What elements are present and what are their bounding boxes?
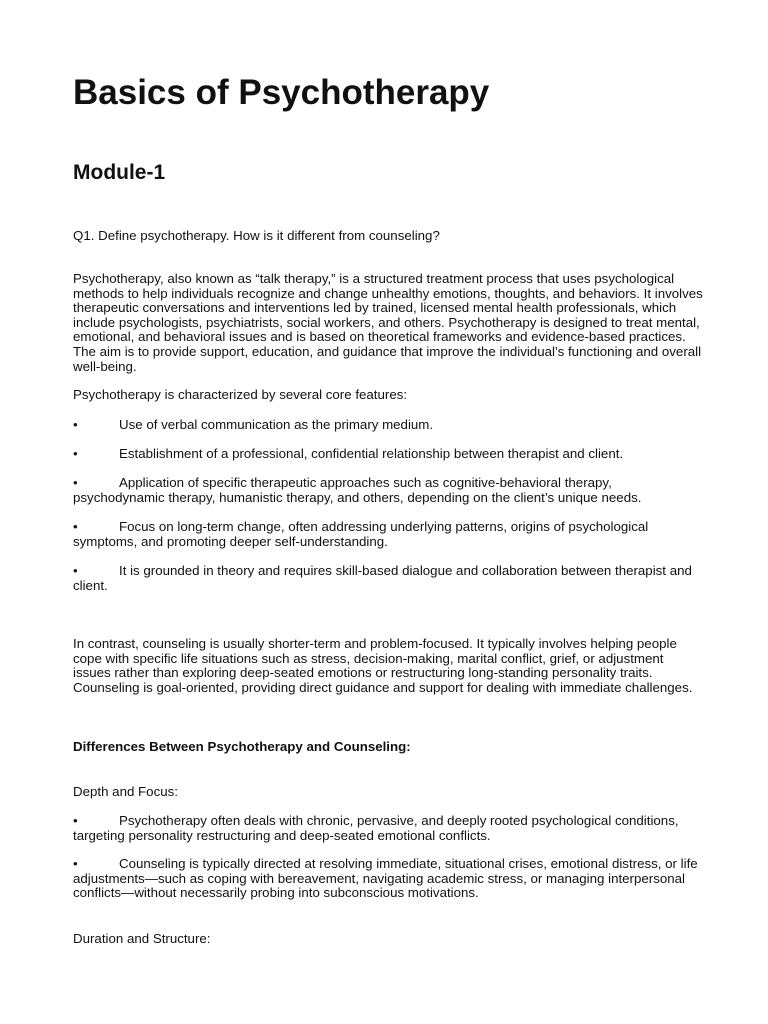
features-intro: Psychotherapy is characterized by several core features: (73, 387, 408, 402)
bullet-icon: • (73, 446, 78, 461)
feature-text: Establishment of a professional, confidential relationship between therapist and client. (119, 446, 624, 461)
bullet-icon: • (73, 856, 78, 871)
contrast-paragraph: In contrast, counseling is usually shorter-term and problem-focused. It typically involves helping people cope with specific life situations such as stress, decision-making, marital conflict, grief, or adjustment issues rather than exploring deep-seated emotions or restructuring long-standing personality traits. Counseling is goal-oriented, providing direct guidance and support for dealing with immediate challenges. (73, 636, 693, 695)
depth-point-text: Psychotherapy often deals with chronic, pervasive, and deeply rooted psychological conditions, targeting personality restructuring and deep-seated emotional conflicts. (73, 813, 679, 843)
bullet-icon: • (73, 813, 78, 828)
feature-text: Use of verbal communication as the primary medium. (119, 417, 434, 432)
duration-heading: Duration and Structure: (73, 931, 211, 946)
feature-text: It is grounded in theory and requires skill-based dialogue and collaboration between therapist and client. (73, 563, 692, 593)
bullet-icon: • (73, 519, 78, 534)
differences-heading: Differences Between Psychotherapy and Counseling: (73, 739, 411, 754)
depth-point-text: Counseling is typically directed at resolving immediate, situational crises, emotional distress, or life adjustments—such as coping with bereavement, navigating academic stress, or managing interpersonal conflicts—without necessarily probing into subconscious motivations. (73, 856, 698, 901)
question-text: Q1. Define psychotherapy. How is it different from counseling? (73, 228, 440, 243)
bullet-icon: • (73, 417, 78, 432)
depth-heading: Depth and Focus: (73, 784, 178, 799)
intro-paragraph: Psychotherapy, also known as “talk therapy,” is a structured treatment process that uses psychological methods to help individuals recognize and change unhealthy emotions, thoughts, and behaviors. It involves therapeutic conversations and interventions led by trained, licensed mental health professionals, which include psychologists, psychiatrists, social workers, and others. Psychotherapy is designed to treat mental, emotional, and behavioral issues and is based on theoretical frameworks and evidence-based practices. The aim is to provide support, education, and guidance that improve the individual’s functioning and overall well-being. (73, 271, 703, 374)
feature-text: Application of specific therapeutic approaches such as cognitive-behavioral therapy, psychodynamic therapy, humanistic therapy, and others, depending on the client’s unique needs. (73, 475, 642, 505)
bullet-icon: • (73, 475, 78, 490)
depth-point (73, 857, 703, 901)
depth-point (73, 814, 703, 843)
feature-item (73, 520, 703, 549)
feature-item (73, 418, 703, 433)
document-title: Basics of Psychotherapy (73, 73, 490, 112)
feature-item (73, 476, 703, 505)
feature-text: Focus on long-term change, often addressing underlying patterns, origins of psychological symptoms, and promoting deeper self-understanding. (73, 519, 649, 549)
feature-item (73, 564, 703, 593)
bullet-icon: • (73, 563, 78, 578)
module-heading: Module-1 (73, 161, 166, 184)
feature-item (73, 447, 703, 462)
